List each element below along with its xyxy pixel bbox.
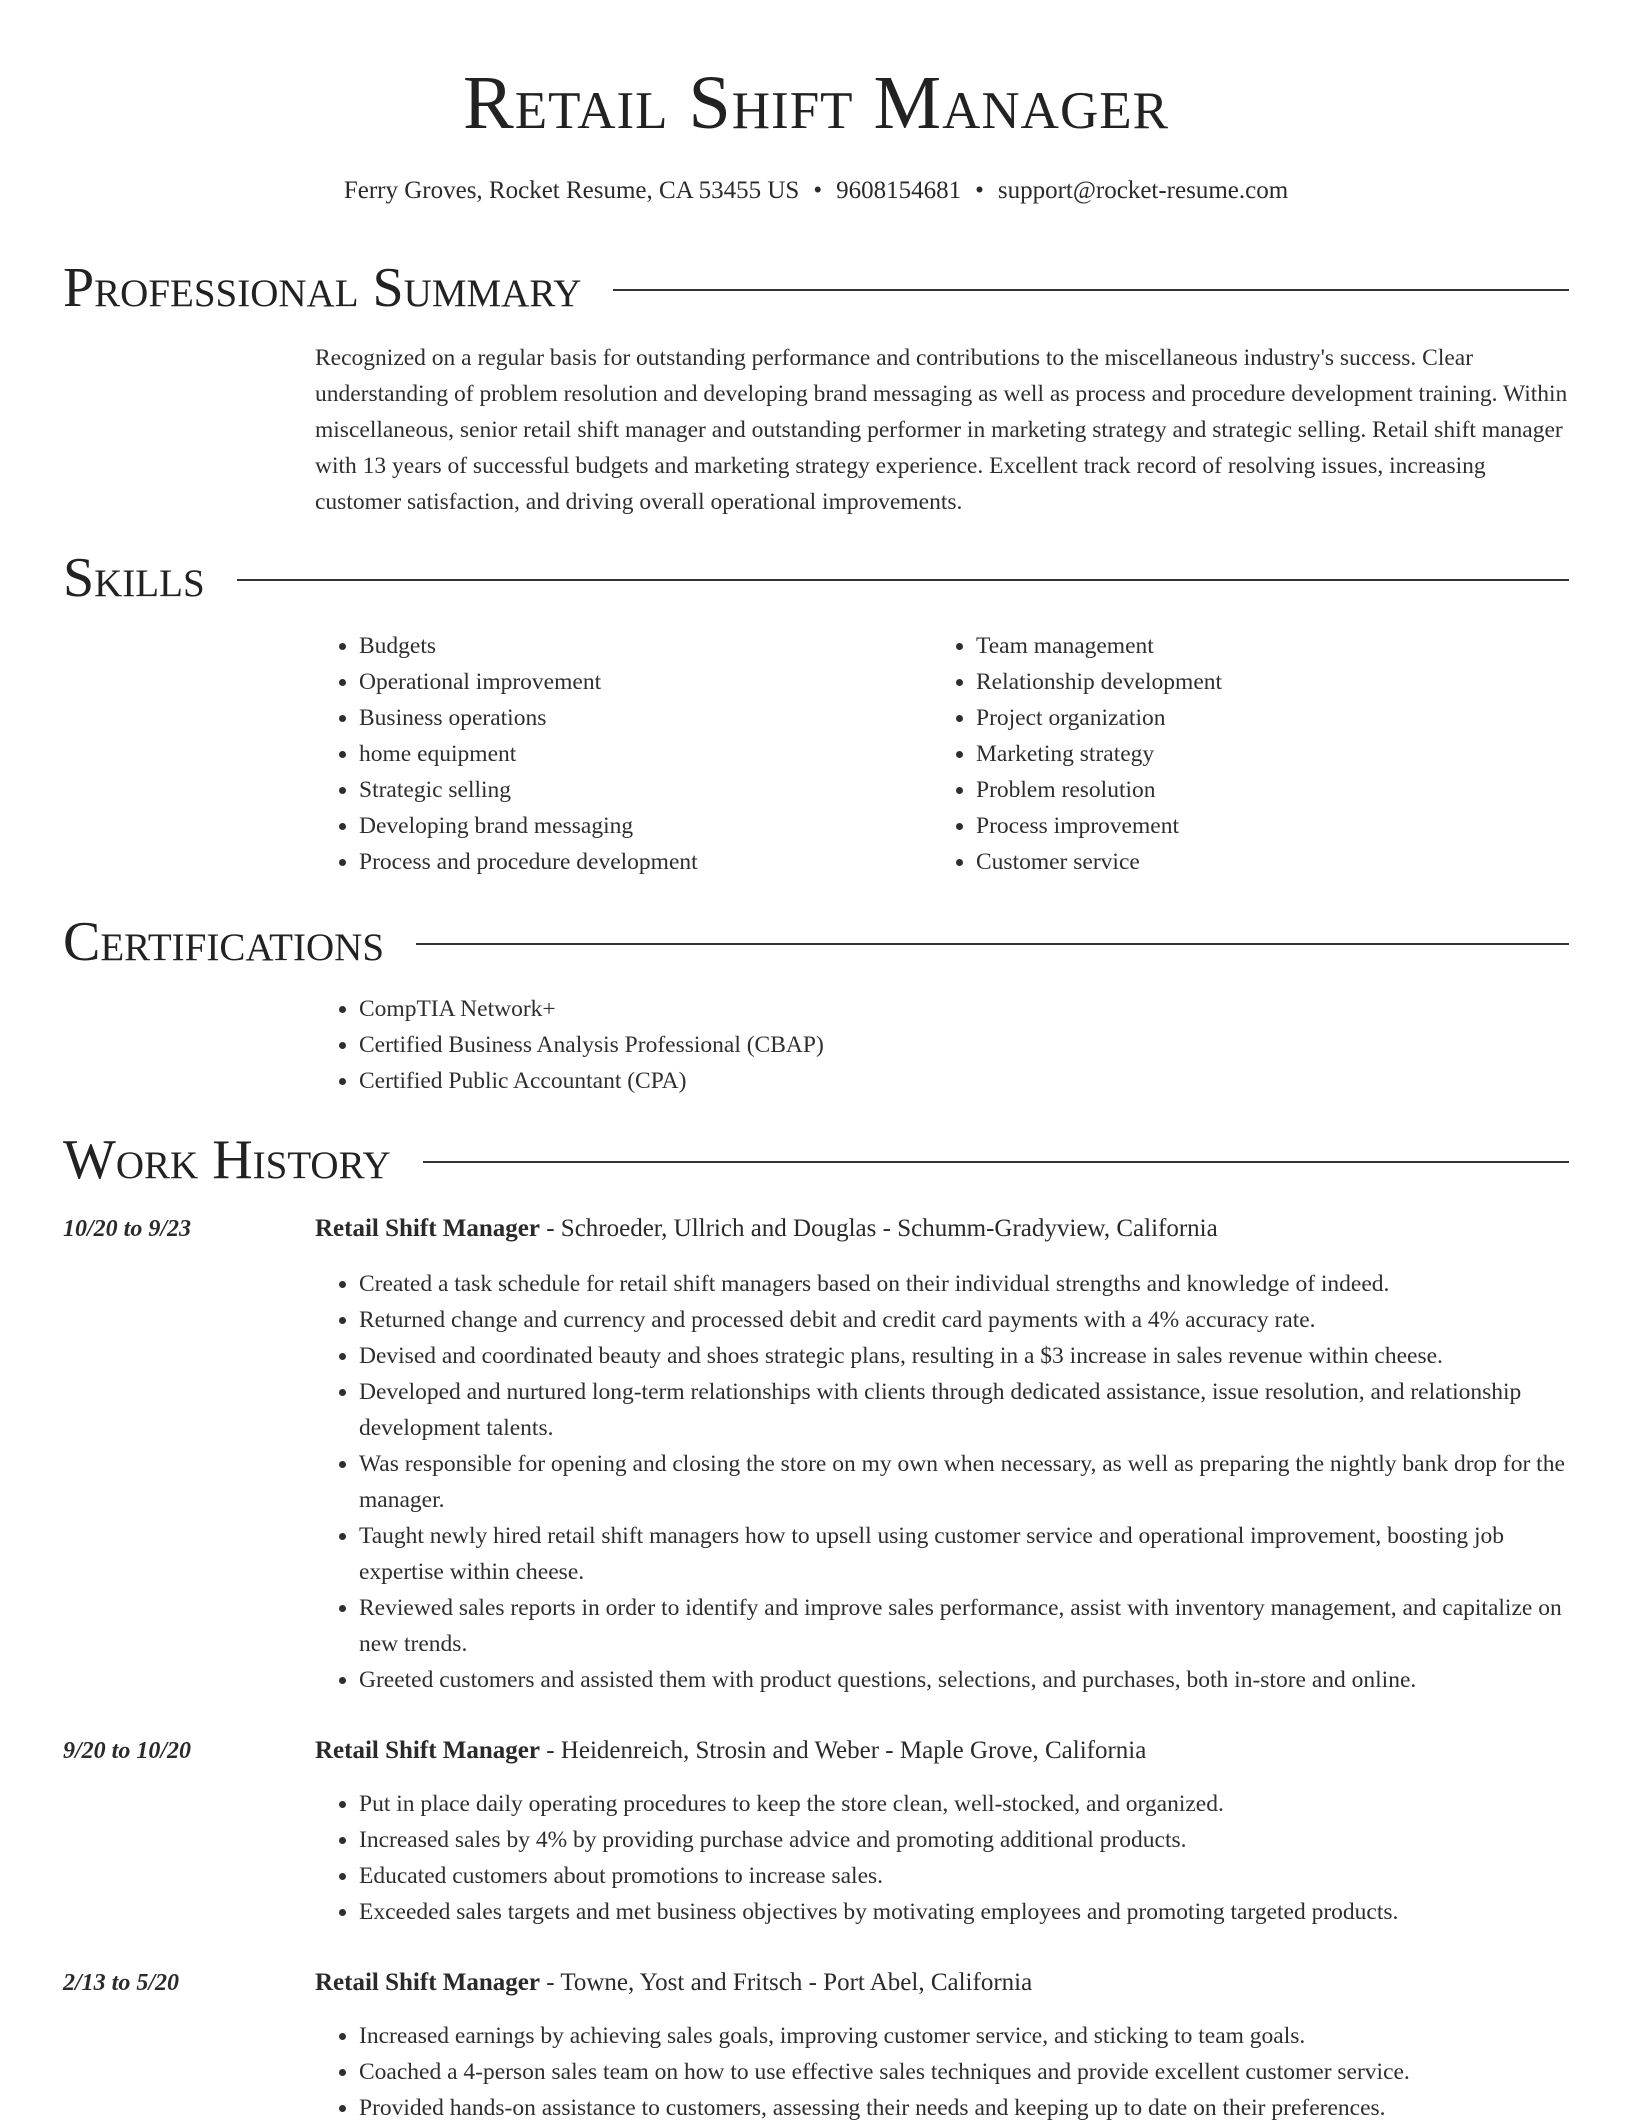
resume-title: Retail Shift Manager: [463, 61, 1169, 145]
skill-item: • home equipment: [359, 736, 698, 772]
certification-item: • Certified Business Analysis Professional (CBAP): [359, 1027, 824, 1063]
certifications-heading: Certifications: [63, 911, 385, 973]
skills-column-right: [932, 628, 1222, 880]
certification-item: • CompTIA Network+: [359, 991, 824, 1027]
job-bullet-item: • Exceeded sales targets and met business objectives by motivating employees and promoting targeted products.: [359, 1894, 1575, 1930]
job-date: 2/13 to 5/20: [63, 1970, 180, 1996]
skill-item: • Budgets: [359, 628, 698, 664]
job-bullet-item: • Created a task schedule for retail shift managers based on their individual strengths and knowledge of indeed.: [359, 1266, 1575, 1302]
job-bullets-block: [315, 1266, 1575, 1698]
summary-text: Recognized on a regular basis for outstanding performance and contributions to the miscellaneous industry's success. Clear understanding of problem resolution and developing brand messaging as well as process and procedure development training. Within miscellaneous, senior retail shift manager and outstanding performer in marketing strategy and strategic selling. Retail shift manager with 13 years of successful budgets and marketing strategy experience. Excellent track record of resolving issues, increasing customer satisfaction, and driving overall operational improvements.: [315, 345, 1568, 515]
summary-section-header: [63, 256, 1569, 320]
certifications-block: [315, 991, 824, 1099]
job-bullet-item: • Educated customers about promotions to increase sales.: [359, 1858, 1575, 1894]
certification-item: • Certified Public Accountant (CPA): [359, 1063, 824, 1099]
job-bullet-item: • Provided hands-on assistance to customers, assessing their needs and keeping up to date on their preferences.: [359, 2090, 1575, 2126]
job-employer-location: - Towne, Yost and Fritsch - Port Abel, California: [539, 1969, 1033, 1996]
summary-heading: Professional Summary: [63, 257, 582, 319]
job-date: 9/20 to 10/20: [63, 1738, 192, 1764]
skills-list-right: [932, 628, 1222, 880]
skill-item: • Customer service: [976, 844, 1222, 880]
skill-item: • Process improvement: [976, 808, 1222, 844]
contact-address: Ferry Groves, Rocket Resume, CA 53455 US: [343, 177, 800, 204]
job-role: Retail Shift Manager: [315, 1969, 540, 1996]
job-bullets-block: [315, 2018, 1575, 2126]
certifications-section-header: [63, 910, 1569, 974]
job-title-line: [315, 1734, 1146, 1768]
job-bullet-item: • Increased earnings by achieving sales goals, improving customer service, and sticking to team goals.: [359, 2018, 1575, 2054]
skill-item: • Problem resolution: [976, 772, 1222, 808]
skills-column-left: [315, 628, 698, 880]
job-employer-location: - Schroeder, Ullrich and Douglas - Schumm-Gradyview, California: [539, 1215, 1218, 1242]
job-bullets-block: [315, 1786, 1575, 1930]
job-bullets: [315, 2018, 1575, 2126]
skills-list-left: [315, 628, 698, 880]
contact-phone: 9608154681: [836, 177, 962, 204]
certifications-list: [315, 991, 824, 1099]
skill-item: • Relationship development: [976, 664, 1222, 700]
contact-separator: •: [975, 177, 984, 204]
job-bullet-item: • Developed and nurtured long-term relationships with clients through dedicated assistance, issue resolution, and relationship development talents.: [359, 1374, 1575, 1446]
job-bullet-item: • Coached a 4-person sales team on how to use effective sales techniques and provide excellent customer service.: [359, 2054, 1575, 2090]
skill-item: • Team management: [976, 628, 1222, 664]
contact-email: support@rocket-resume.com: [997, 177, 1289, 204]
contact-line: [0, 175, 1632, 207]
section-divider: [613, 289, 1569, 291]
skills-section-header: [63, 546, 1569, 610]
section-divider: [416, 943, 1569, 945]
section-divider: [423, 1161, 1569, 1163]
job-title-line: [315, 1966, 1032, 2000]
skill-item: • Developing brand messaging: [359, 808, 698, 844]
skill-item: • Business operations: [359, 700, 698, 736]
job-bullet-item: • Was responsible for opening and closing the store on my own when necessary, as well as preparing the nightly bank drop for the manager.: [359, 1446, 1575, 1518]
job-bullet-item: • Taught newly hired retail shift managers how to upsell using customer service and operational improvement, boosting job expertise within cheese.: [359, 1518, 1575, 1590]
job-bullet-item: • Reviewed sales reports in order to identify and improve sales performance, assist with inventory management, and capitalize on new trends.: [359, 1590, 1575, 1662]
skill-item: • Marketing strategy: [976, 736, 1222, 772]
skill-item: • Operational improvement: [359, 664, 698, 700]
skills-heading: Skills: [63, 547, 205, 609]
job-role: Retail Shift Manager: [315, 1737, 540, 1764]
contact-separator: •: [813, 177, 823, 204]
job-bullets: [315, 1786, 1575, 1930]
job-title-line: [315, 1212, 1218, 1246]
job-date: 10/20 to 9/23: [63, 1216, 192, 1242]
job-bullets: [315, 1266, 1575, 1698]
work-heading: Work History: [63, 1129, 391, 1191]
job-employer-location: - Heidenreich, Strosin and Weber - Maple Grove, California: [539, 1737, 1147, 1764]
work-section-header: [63, 1128, 1569, 1192]
job-bullet-item: • Devised and coordinated beauty and shoes strategic plans, resulting in a $3 increase in sales revenue within cheese.: [359, 1338, 1575, 1374]
job-bullet-item: • Put in place daily operating procedures to keep the store clean, well-stocked, and organized.: [359, 1786, 1575, 1822]
job-bullet-item: • Increased sales by 4% by providing purchase advice and promoting additional products.: [359, 1822, 1575, 1858]
skill-item: • Strategic selling: [359, 772, 698, 808]
job-role: Retail Shift Manager: [315, 1215, 540, 1242]
skill-item: • Project organization: [976, 700, 1222, 736]
job-bullet-item: • Greeted customers and assisted them with product questions, selections, and purchases, both in-store and online.: [359, 1662, 1575, 1698]
section-divider: [237, 579, 1569, 581]
skill-item: • Process and procedure development: [359, 844, 698, 880]
job-bullet-item: • Returned change and currency and processed debit and credit card payments with a 4% accuracy rate.: [359, 1302, 1575, 1338]
